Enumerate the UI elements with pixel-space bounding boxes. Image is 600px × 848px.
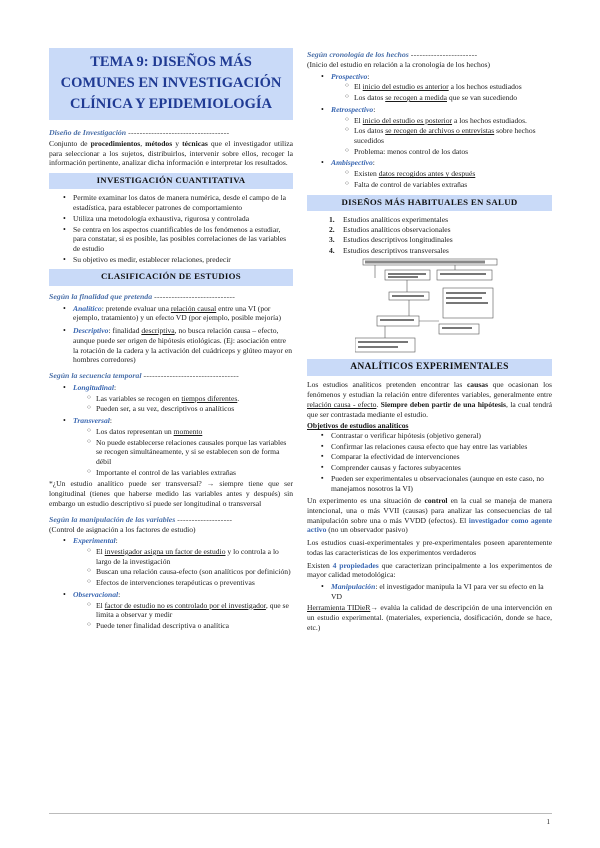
page-number: 1 (546, 818, 550, 826)
page-title: TEMA 9: DISEÑOS MÁS COMUNES EN INVESTIGACIÓN CLÍNICA Y EPIDEMIOLOGÍA (49, 48, 293, 120)
left-column (49, 48, 293, 633)
objetivos-heading: Objetivos de estudios analíticos (307, 421, 409, 431)
analiticos-intro: Los estudios analíticos pretenden encontrar las causas que ocasionan los fenómenos y estudian la relación entre diferentes variables, generalmente entre relación causa - efecto. Siempre deben partir de una hipótesis, la cual tendrá que ser contrastada mediante el estudio. (307, 380, 552, 419)
list-item: ○ Buscan una relación causa-efecto (son analíticos por definición) (87, 567, 293, 577)
list-item: • Su objetivo es medir, establecer relaciones, predecir (63, 255, 293, 265)
list-item: • Descriptivo: finalidad descriptiva, no busca relación causa – efecto, aunque puede ser origen de hipótesis etiológicas. (Ej: asociación entre la rotación de la cadera y la activación del cuádriceps y glúteo mayor en hombres corredores) (63, 326, 293, 365)
diseno-definition: Conjunto de procedimientos, métodos y técnicas que el investigador utiliza para seleccionar a los sujetos, distribuirlos, intervenir sobre ellos, recoger la información pertinente, analizar dicha información e interpretar los resultados. (49, 139, 294, 168)
list-item: • Retrospectivo: ○ El inicio del estudio es posterior a los hechos estudiados. ○ Los datos se recogen de archivos o entrevistas sobre hechos sucedidos ○ Problema: menos control de los datos (321, 105, 552, 157)
list-item: • Analítico: pretende evaluar una relación causal entre una VI (por ejemplo, tratamiento) y un efecto VD (por ejemplo, posible mejoría) (63, 304, 293, 323)
list-item: • Observacional: ○ El factor de estudio no es controlado por el investigador, que se limita a observar y medir ○ Puede tener finalidad descriptiva o analítica (63, 590, 293, 631)
list-item: ○ El inicio del estudio es posterior a los hechos estudiados. (345, 116, 552, 126)
tidier-note: Herramienta TIDieR→ evalúa la calidad de descripción de una intervención en un estudio experimental. (materiales, experiencia, dosificación, donde se hace, etc.) (307, 603, 553, 632)
list-item: ○ Falta de control de variables extrañas (345, 180, 552, 190)
list-item: 2. Estudios analíticos observacionales (329, 225, 451, 235)
list-item: ○ Problema: menos control de los datos (345, 147, 552, 157)
band-cuantitativa: INVESTIGACIÓN CUANTITATIVA (49, 173, 293, 189)
cuasi-paragraph: Los estudios cuasi-experimentales y pre-experimentales poseen aparentemente todas las características de los experimentos verdaderos (307, 538, 552, 557)
list-item: ▪ Comprender causas y factores subyacentes (321, 463, 552, 473)
list-item: • Manipulación: el investigador manipula la VI para ver su efecto en la VD (321, 582, 552, 601)
section-heading-finalidad: Según la finalidad que pretenda ---------------------------- (49, 291, 236, 301)
section-heading-cronologia: Según cronología de los hechos ----------------------- (307, 50, 478, 59)
list-item: ○ Los datos se recogen a medida que se van sucediendo (345, 93, 552, 103)
footer-divider (49, 813, 552, 814)
list-item: • Se centra en los aspectos cuantificables de los fenómenos a estudiar, para constatar, si es posible, las posibles correlaciones de las variables de estudio (63, 225, 293, 254)
list-item: 4. Estudios descriptivos transversales (329, 245, 449, 255)
finalidad-list (63, 304, 293, 365)
disenos-list (329, 215, 552, 255)
list-item: ○ Pueden ser, a su vez, descriptivos o analíticos (87, 404, 293, 414)
list-item: ○ Efectos de intervenciones terapéuticas o preventivas (87, 578, 293, 588)
section-heading-diseno: Diseño de Investigación ----------------------------------- (49, 128, 230, 138)
list-item: • Prospectivo: ○ El inicio del estudio es anterior a los hechos estudiados ○ Los datos se recogen a medida que se van sucediendo (321, 72, 552, 103)
list-item: • Transversal: ○ Los datos representan un momento ○ No puede establecerse relaciones causales porque las variables se recogen simultáneamente, y si se establecen son de forma débil ○ Importante el control de las variables extrañas (63, 416, 293, 477)
list-item: ▪ Comparar la efectividad de intervenciones (321, 452, 552, 462)
list-item: • Experimental: ○ El investigador asigna un factor de estudio y lo controla a lo largo de la investigación ○ Buscan una relación causa-efecto (son analíticos por definición) ○ Efectos de intervenciones terapéuticas o preventivas (63, 536, 293, 588)
list-item: ○ Puede tener finalidad descriptiva o analítica (87, 621, 293, 631)
objetivos-list (321, 431, 552, 493)
list-item: ○ Importante el control de las variables extrañas (87, 468, 293, 478)
list-item: ▪ Confirmar las relaciones causa efecto que hay entre las variables (321, 442, 552, 452)
list-item: ○ El investigador asigna un factor de estudio y lo controla a lo largo de la investigación (87, 547, 293, 566)
list-item: ▪ Pueden ser experimentales u observacionales (aunque en este caso, no manejamos nosotros la VI) (321, 474, 552, 493)
experimento-paragraph: Un experimento es una situación de control en la cual se maneja de manera intencional, una o más VVII (causas) para analizar las consecuencias de tal manipulación sobre una o más VVDD (efectos). El investigador como agente activo (no un observador pasivo) (307, 496, 552, 535)
cuantitativa-list (63, 193, 293, 264)
list-item: ○ El inicio del estudio es anterior a los hechos estudiados (345, 82, 552, 92)
list-item: • Ambispectivo: ○ Existen datos recogidos antes y después ○ Falta de control de variables extrañas (321, 158, 552, 189)
classification-diagram (355, 258, 505, 354)
secuencia-list (63, 383, 293, 477)
list-item: ○ Existen datos recogidos antes y después (345, 169, 552, 179)
list-item: ○ Los datos se recogen de archivos o entrevistas sobre hechos sucedidos (345, 126, 552, 145)
band-disenos-habituales: DISEÑOS MÁS HABITUALES EN SALUD (307, 195, 552, 211)
list-item: ▪ Contrastar o verificar hipótesis (objetivo general) (321, 431, 552, 441)
right-column (307, 50, 552, 633)
list-item: ○ Las variables se recogen en tiempos diferentes. (87, 394, 293, 404)
section-heading-secuencia: Según la secuencia temporal --------------------------------- (49, 370, 240, 380)
transversal-question: *¿Un estudio analítico puede ser transversal? → siempre tiene que ser longitudinal (tienes que haberse medido las variables antes y después) sin embargo un estudio descriptivo sí puede ser longitudinal o transversal (49, 479, 293, 508)
list-item: ○ No puede establecerse relaciones causales porque las variables se recogen simultáneamente, y si se establecen son de forma débil (87, 438, 293, 467)
list-item: • Permite examinar los datos de manera numérica, desde el campo de la estadística, para establecer patrones de comportamiento (63, 193, 293, 212)
section-heading-manipulacion: Según la manipulación de las variables ------------------- (49, 514, 233, 524)
list-item: 1. Estudios analíticos experimentales (329, 214, 449, 224)
cronologia-list (321, 72, 552, 190)
manipulacion-list (63, 536, 293, 630)
list-item: • Utiliza una metodología exhaustiva, rigurosa y controlada (63, 214, 293, 224)
list-item: ○ Los datos representan un momento (87, 427, 293, 437)
band-analiticos: ANALÍTICOS EXPERIMENTALES (307, 359, 552, 376)
diagram-graphic (355, 258, 505, 354)
list-item: ○ El factor de estudio no es controlado por el investigador, que se limita a observar y medir (87, 601, 293, 620)
manipulacion-subtitle: (Control de asignación a los factores de estudio) (49, 524, 196, 534)
propiedades-list (321, 582, 552, 601)
propiedades-paragraph: Existen 4 propiedades que caracterizan principalmente a los experimentos de mayor calidad metodológica: (307, 560, 552, 580)
list-item: • Longitudinal: ○ Las variables se recogen en tiempos diferentes. ○ Pueden ser, a su vez, descriptivos o analíticos (63, 383, 293, 414)
band-clasificacion: CLASIFICACIÓN DE ESTUDIOS (49, 269, 293, 285)
cronologia-subtitle: (Inicio del estudio en relación a la cronología de los hechos) (307, 59, 491, 69)
list-item: 3. Estudios descriptivos longitudinales (329, 235, 453, 245)
